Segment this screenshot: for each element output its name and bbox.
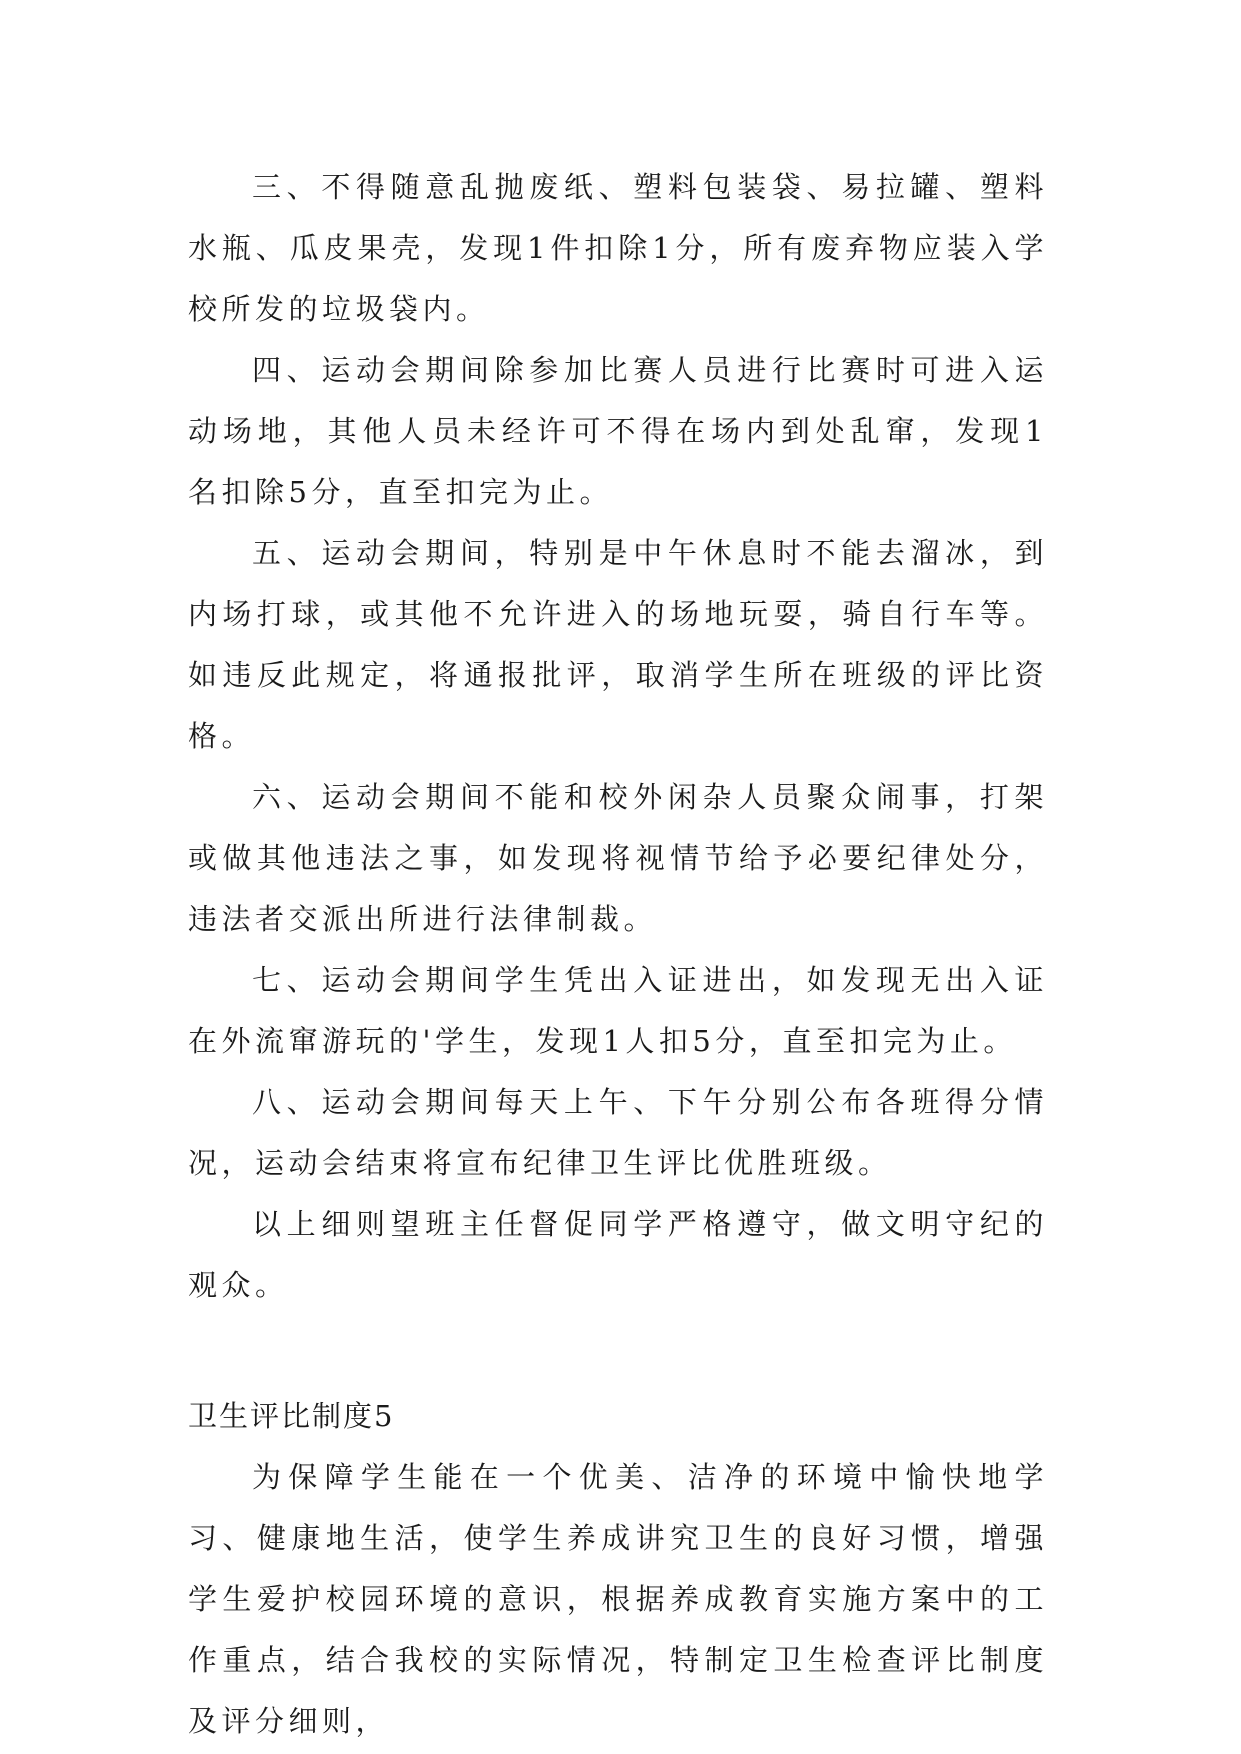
document-body [188, 157, 1048, 1752]
paragraph-rule-5: 五、运动会期间，特别是中午休息时不能去溜冰，到内场打球，或其他不允许进入的场地玩耍，骑自行车等。如违反此规定，将通报批评，取消学生所在班级的评比资格。 [188, 536, 1048, 753]
paragraph-rule-4: 四、运动会期间除参加比赛人员进行比赛时可进入运动场地，其他人员未经许可不得在场内到处乱窜，发现1名扣除5分，直至扣完为止。 [188, 353, 1048, 509]
paragraph-rule-7: 七、运动会期间学生凭出入证进出，如发现无出入证在外流窜游玩的'学生，发现1人扣5分，直至扣完为止。 [188, 963, 1048, 1058]
paragraph-intro: 为保障学生能在一个优美、洁净的环境中愉快地学习、健康地生活，使学生养成讲究卫生的良好习惯，增强学生爱护校园环境的意识，根据养成教育实施方案中的工作重点，结合我校的实际情况，特制定卫生检查评比制度及评分细则， [188, 1460, 1048, 1738]
paragraph-rule-8: 八、运动会期间每天上午、下午分别公布各班得分情况，运动会结束将宣布纪律卫生评比优胜班级。 [188, 1085, 1048, 1180]
paragraph-rule-3: 三、不得随意乱抛废纸、塑料包装袋、易拉罐、塑料水瓶、瓜皮果壳，发现1件扣除1分，所有废弃物应装入学校所发的垃圾袋内。 [188, 170, 1048, 326]
paragraph-closing: 以上细则望班主任督促同学严格遵守，做文明守纪的观众。 [188, 1207, 1048, 1302]
paragraph-rule-6: 六、运动会期间不能和校外闲杂人员聚众闹事，打架或做其他违法之事，如发现将视情节给予必要纪律处分，违法者交派出所进行法律制裁。 [188, 780, 1048, 936]
section-heading: 卫生评比制度5 [188, 1399, 395, 1433]
